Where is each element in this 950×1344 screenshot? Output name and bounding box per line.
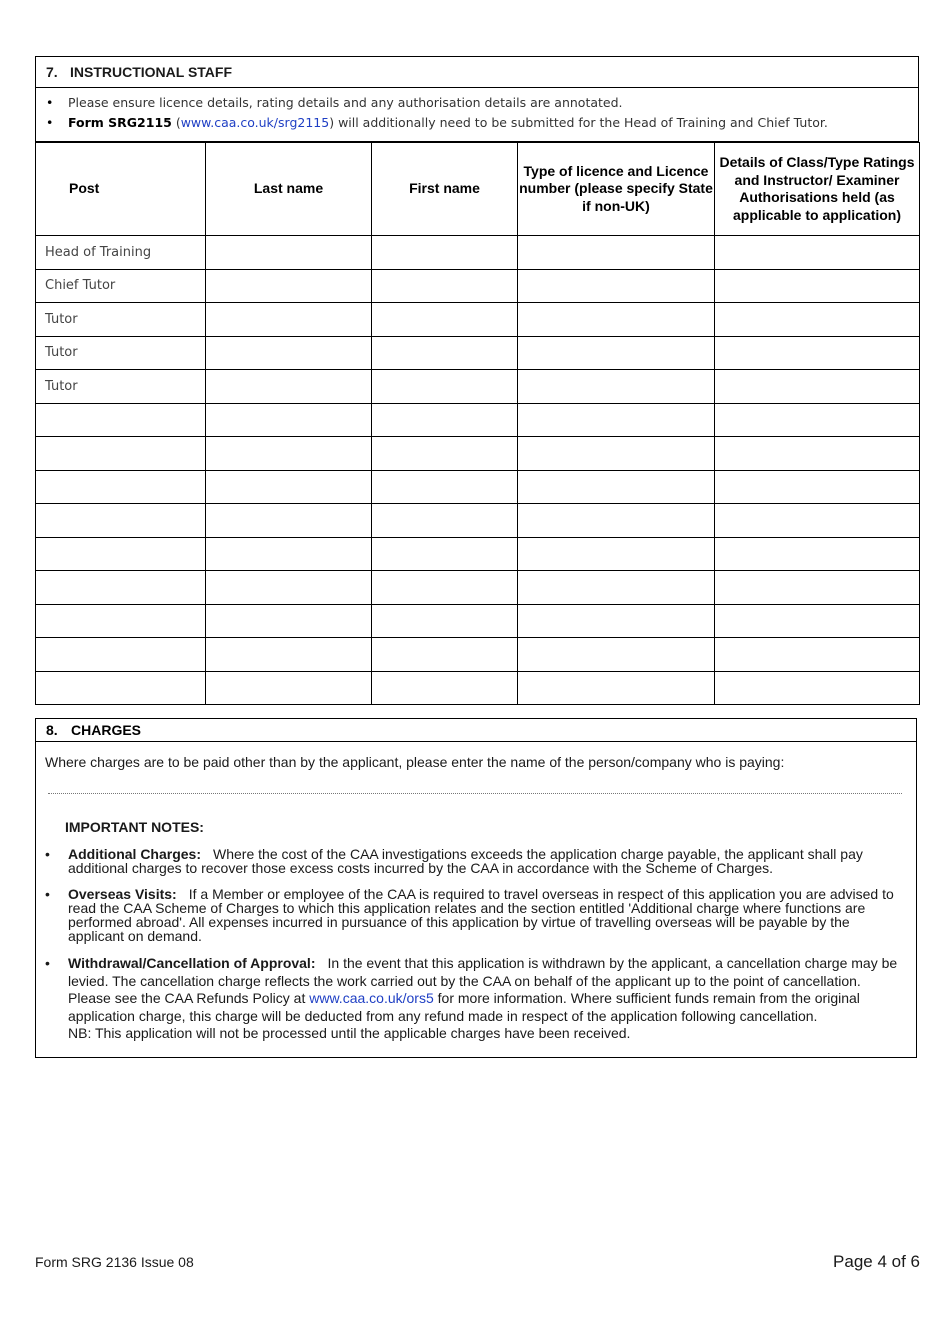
table-row	[36, 604, 920, 638]
cell-first-name[interactable]	[372, 437, 518, 471]
cell-post	[36, 437, 206, 471]
cell-post	[36, 470, 206, 504]
cell-licence[interactable]	[518, 571, 715, 605]
note-text: Please ensure licence details, rating details and any authorisation details are annotated.	[68, 95, 623, 110]
cell-ratings[interactable]	[715, 269, 920, 303]
cell-first-name[interactable]	[372, 671, 518, 705]
note-bullet: • Form SRG2115 (www.caa.co.uk/srg2115) will additionally need to be submitted for the Head of Training and Chief Tutor.	[36, 113, 918, 133]
cell-last-name[interactable]	[206, 269, 372, 303]
note-bullet	[36, 93, 918, 113]
cell-post: Tutor	[36, 370, 206, 404]
table-row	[36, 671, 920, 705]
cell-ratings[interactable]	[715, 638, 920, 672]
section-title: CHARGES	[71, 722, 142, 738]
cell-post	[36, 571, 206, 605]
cell-ratings[interactable]	[715, 236, 920, 270]
cell-ratings[interactable]	[715, 303, 920, 337]
table-row	[36, 638, 920, 672]
cell-post: Tutor	[36, 336, 206, 370]
cell-last-name[interactable]	[206, 437, 372, 471]
column-header-licence: Type of licence and Licence number (please specify State if non-UK)	[518, 143, 715, 236]
cell-ratings[interactable]	[715, 336, 920, 370]
cell-licence[interactable]	[518, 370, 715, 404]
cell-first-name[interactable]	[372, 638, 518, 672]
cell-post: Chief Tutor	[36, 269, 206, 303]
cell-licence[interactable]	[518, 437, 715, 471]
cell-first-name[interactable]	[372, 370, 518, 404]
cell-last-name[interactable]	[206, 236, 372, 270]
refunds-policy-link[interactable]: www.caa.co.uk/ors5	[309, 990, 434, 1006]
cell-last-name[interactable]	[206, 671, 372, 705]
section-notes	[35, 88, 919, 142]
table-row	[36, 403, 920, 437]
cell-last-name[interactable]	[206, 470, 372, 504]
section-header	[35, 56, 919, 88]
cell-post	[36, 403, 206, 437]
important-notes-title: IMPORTANT NOTES:	[65, 819, 204, 835]
cell-ratings[interactable]	[715, 437, 920, 471]
cell-licence[interactable]	[518, 638, 715, 672]
cell-post	[36, 504, 206, 538]
cell-last-name[interactable]	[206, 571, 372, 605]
section-instructional-staff	[35, 56, 919, 705]
table-row	[36, 303, 920, 337]
cell-first-name[interactable]	[372, 537, 518, 571]
column-header-post: Post	[36, 143, 206, 236]
payer-name-field[interactable]	[48, 793, 902, 794]
column-header-first-name: First name	[372, 143, 518, 236]
note-title: Additional Charges:	[68, 846, 202, 862]
cell-licence[interactable]	[518, 671, 715, 705]
note-text: Where the cost of the CAA investigations exceeds the application charge payable, the applicant shall pay additional charges to recover those excess costs incurred by the CAA in accordance with the Scheme of Charges.	[68, 846, 863, 876]
form-identifier: Form SRG 2136 Issue 08	[35, 1254, 194, 1270]
note-title: Withdrawal/Cancellation of Approval:	[68, 955, 316, 971]
note-withdrawal	[68, 955, 904, 1043]
note-additional-charges	[68, 847, 904, 875]
section-title: INSTRUCTIONAL STAFF	[70, 64, 233, 80]
form-reference: Form SRG2115	[68, 115, 172, 130]
page-number: Page 4 of 6	[833, 1252, 920, 1271]
cell-last-name[interactable]	[206, 604, 372, 638]
cell-first-name[interactable]	[372, 571, 518, 605]
cell-first-name[interactable]	[372, 303, 518, 337]
cell-ratings[interactable]	[715, 470, 920, 504]
cell-last-name[interactable]	[206, 504, 372, 538]
cell-last-name[interactable]	[206, 370, 372, 404]
cell-licence[interactable]	[518, 470, 715, 504]
payer-instruction: Where charges are to be paid other than by the applicant, please enter the name of the person/company who is paying:	[45, 754, 785, 770]
note-nb: NB: This application will not be processed until the applicable charges have been received.	[68, 1025, 631, 1041]
cell-first-name[interactable]	[372, 604, 518, 638]
column-header-ratings: Details of Class/Type Ratings and Instructor/ Examiner Authorisations held (as applicable to application)	[715, 143, 920, 236]
note-title: Overseas Visits:	[68, 886, 177, 902]
table-row	[36, 236, 920, 270]
cell-licence[interactable]	[518, 604, 715, 638]
cell-post	[36, 671, 206, 705]
cell-post	[36, 604, 206, 638]
cell-ratings[interactable]	[715, 671, 920, 705]
note-text: If a Member or employee of the CAA is required to travel overseas in respect of this application you are advised to read the CAA Scheme of Charges to which this application relates and the section entitled 'Additional charge where functions are performed abroad'. All expenses incurred in pursuance of this application by virtue of travelling overseas will be payable by the applicant on demand.	[68, 886, 894, 944]
cell-post: Tutor	[36, 303, 206, 337]
cell-licence[interactable]	[518, 303, 715, 337]
cell-last-name[interactable]	[206, 336, 372, 370]
note-text: will additionally need to be submitted for the Head of Training and Chief Tutor.	[338, 115, 828, 130]
table-row	[36, 370, 920, 404]
cell-licence[interactable]	[518, 403, 715, 437]
column-header-last-name: Last name	[206, 143, 372, 236]
table-row	[36, 336, 920, 370]
cell-last-name[interactable]	[206, 537, 372, 571]
table-row	[36, 537, 920, 571]
table-header-row	[36, 143, 920, 236]
cell-first-name[interactable]	[372, 504, 518, 538]
cell-ratings[interactable]	[715, 571, 920, 605]
note-overseas-visits	[68, 887, 904, 943]
cell-ratings[interactable]	[715, 370, 920, 404]
cell-last-name[interactable]	[206, 303, 372, 337]
cell-first-name[interactable]	[372, 470, 518, 504]
cell-ratings[interactable]	[715, 537, 920, 571]
cell-first-name[interactable]	[372, 336, 518, 370]
table-row	[36, 504, 920, 538]
section-header	[36, 719, 916, 742]
cell-ratings[interactable]	[715, 504, 920, 538]
cell-licence[interactable]	[518, 537, 715, 571]
cell-post: Head of Training	[36, 236, 206, 270]
cell-first-name[interactable]	[372, 236, 518, 270]
note-text: In the event that this application is withdrawn by the applicant, a cancellation charge may be levied. The cancellation charge reflects the work carried out by the CAA on behalf of the applicant up to the point of cancellation. Please see the CAA Refunds Policy at	[68, 955, 898, 1006]
cell-licence[interactable]	[518, 236, 715, 270]
cell-ratings[interactable]	[715, 604, 920, 638]
cell-licence[interactable]	[518, 504, 715, 538]
table-row	[36, 571, 920, 605]
srg2115-link[interactable]: www.caa.co.uk/srg2115	[180, 115, 330, 130]
cell-post	[36, 638, 206, 672]
cell-first-name[interactable]	[372, 269, 518, 303]
cell-post	[36, 537, 206, 571]
cell-ratings[interactable]	[715, 403, 920, 437]
cell-licence[interactable]	[518, 269, 715, 303]
cell-last-name[interactable]	[206, 638, 372, 672]
note-text: for more information. Where sufficient funds remain from the original application charge, this charge will be deducted from any refund made in respect of the application following cancellation.	[68, 990, 860, 1024]
section-charges	[35, 718, 917, 1058]
section-number: 8.	[46, 722, 58, 738]
staff-table	[35, 142, 920, 705]
cell-licence[interactable]	[518, 336, 715, 370]
cell-last-name[interactable]	[206, 403, 372, 437]
section-number: 7.	[46, 64, 58, 80]
cell-first-name[interactable]	[372, 403, 518, 437]
table-row	[36, 437, 920, 471]
table-row	[36, 269, 920, 303]
table-row	[36, 470, 920, 504]
